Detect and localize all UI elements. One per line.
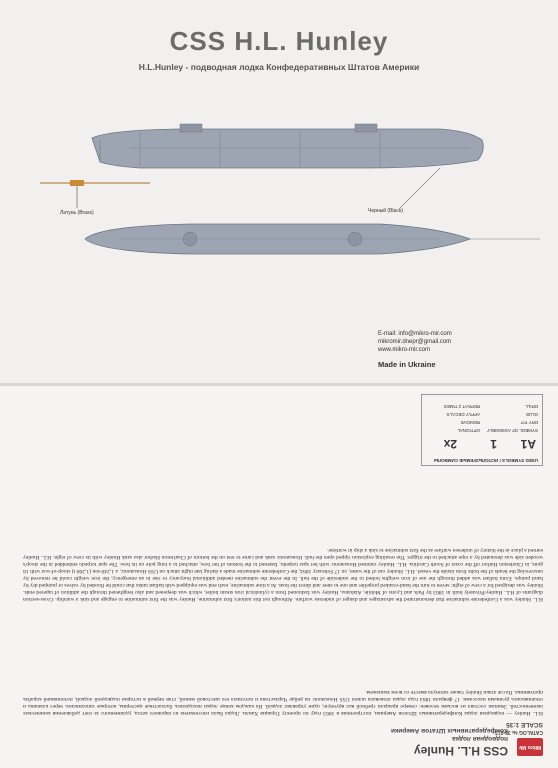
legend-symbol-dryfit: 1	[490, 437, 497, 451]
brand-logo: Mikro Mir	[517, 738, 543, 756]
legend-title: USED SYMBOLS / ИСПОЛЬЗУЕМЫЕ СИМВОЛЫ	[433, 458, 538, 463]
callout-brass: Латунь (Brass)	[60, 210, 94, 216]
email-text: E-mail: info@mikro-mir.com	[378, 331, 452, 337]
scale-label: SCALE 1:35	[506, 721, 543, 728]
legend-item: DRILL	[525, 404, 538, 409]
legend-item: REMOVE	[460, 420, 480, 425]
brass-fitting	[70, 180, 84, 186]
made-in-label: Made in Ukraine	[378, 360, 436, 369]
page-title: CSS H.L. Hunley	[169, 26, 389, 56]
website-text: www.mikro-mir.com	[378, 347, 430, 353]
legend-item: REPEAT 2 TIMES	[443, 404, 480, 409]
legend-item: GLUE	[525, 412, 538, 417]
legend-symbol-repeat: 2x	[443, 437, 457, 451]
instruction-subtitle-ru: подводная лодка	[452, 735, 508, 742]
english-description: H.L. Hunley was a Confederate submarine that demonstrated the advantages and danger of undersea warfare. Although not this nation's first submarine, Hunley was the first submarine to engage and sink a warship. Cross-section diagrams of H.L. Hunley/Privately built in 1863 by Park and Lyons of Mobile, Alabama, Hunley was fashioned from a cylindrical iron steam boiler, which was deepened and also lengthened through the addition of tapered ends. Hunley was designed for a crew of eight: seven to turn the hand-cranked propeller and one to steer and direct the boat. At a time submarine, each end was equipped with ballast tanks that could be flooded by valves or pumped dry by hand pumps. Extra ballast was added through the use of iron weights bolted to the underside of the hull. In the event the submarine needed additional buoyancy to rise in an emergency, the iron weight could be removed by unscrewing the heads of the bolts from inside the vessel. H.L. Hunley out of the water, on 17 February 1864, the Confederate submarine made a daring late night attack on USS Housatonic, a 1,240-ton (1,260 t) sloop-of-war with 16 guns, in Charleston Harbor off the coast of South Carolina. H.L. Hunley rammed Housatonic with her spar torpedo, fastened to the bottom of her bow, attached to a long pole on its bow. The spar torpedo embedded in the sloop's wooden side was detonated by a rope attached to the trigger. The resulting explosion ripped open the hull. Housatonic sank and came to rest on the bottom of Charleston Harbor also sank Hunley with its crew of eight. H.L. Hunley earned a place in the history of undersea warfare as the first submarine to sink a ship in wartime.	[23, 547, 543, 602]
callout-black: Черный (Black)	[368, 208, 403, 214]
instruction-title: CSS H.L. Hunley	[413, 744, 508, 758]
painting-guide-sheet	[0, 0, 558, 383]
submarine-side-view	[0, 0, 558, 383]
contact-info	[378, 330, 452, 354]
legend-symbol-assembly: A1	[520, 437, 536, 451]
instruction-rotated-wrapper	[0, 386, 558, 768]
legend-item: OPTIONAL	[457, 428, 480, 433]
catalog-number: CATALOG № 35-013	[495, 729, 543, 735]
instruction-subtitle-ru2: Конфедеративных Штатов Америки	[390, 727, 508, 734]
legend-item: DRY FIT	[520, 420, 538, 425]
legend-item: APPLY DECALS	[446, 412, 480, 417]
instruction-content	[0, 386, 558, 768]
email2-text: mikromir.dnepr@gmail.com	[378, 339, 452, 345]
hull-side-view	[92, 124, 483, 168]
russian-description: H.L. Hunley — подводная лодка Конфедеративных Штатов Америки, построенная в 1863 году по проекту Горация Ханли. Лодка была изготовлена из парового котла, удлиненного за счет добавления конических оконечностей. Экипаж состоял из восьми человек: семеро вращали гребной вал вручную, один управлял лодкой. На каждом конце лодки находились балластные цистерны, которые заполнялись через клапаны и откачивались ручными насосами. 17 февраля 1864 года лодка атаковала шлюп USS Housatonic на рейде Чарльстона и потопила его шестовой миной, став первой в истории подводной лодкой, потопившей корабль противника. После атаки Hunley также затонула вместе со всем экипажем.	[23, 689, 543, 716]
page-subtitle: H.L.Hunley - подводная лодка Конфедеративных Штатов Америки	[138, 62, 420, 72]
legend-item: SYMBOL OF ASSEMBLY	[486, 428, 538, 433]
hull-top-view	[85, 224, 540, 254]
symbols-legend	[421, 394, 543, 466]
